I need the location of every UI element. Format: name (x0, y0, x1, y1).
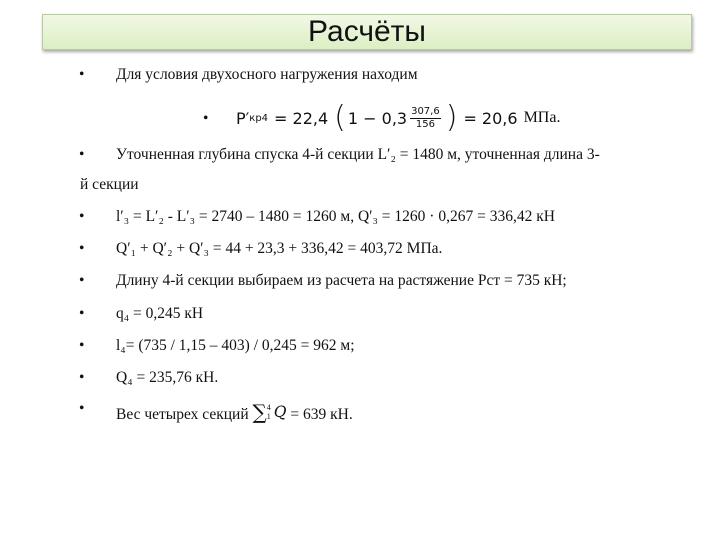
formula-result: = 20,6 (463, 108, 518, 128)
formula-lhs: P′ (236, 108, 250, 128)
sum-limits (267, 403, 271, 421)
item-text: l′₃ = L′₂ - L′₃ = 2740 – 1480 = 1260 м, Q′₃ = 1260 · 0,267 = 336,42 кН (116, 208, 555, 225)
bullet: • (79, 240, 85, 257)
item-text: Уточненная глубина спуска 4-й секции L′₂ = 1480 м, уточненная длина 3- (116, 146, 600, 163)
sum-upper: 4 (266, 403, 271, 412)
fraction-denominator: 156 (415, 118, 435, 130)
item-text-with-sum (116, 400, 353, 424)
sum-var: Q (273, 403, 287, 421)
left-paren: ( (334, 100, 346, 135)
formula (236, 102, 560, 134)
formula-lhs-sub: кр4 (249, 112, 269, 124)
item-text: Длину 4-й секции выбираем из расчета на растяжение Pст = 735 кН; (116, 272, 567, 289)
item-text: й секции (80, 176, 139, 193)
sum-after: = 639 кН. (290, 406, 353, 423)
item-text: Q′₁ + Q′₂ + Q′₃ = 44 + 23,3 + 336,42 = 403,72 МПа. (116, 240, 443, 257)
formula-one-minus: 1 − 0,3 (347, 108, 408, 128)
item-text: Для условия двухосного нагружения находим (116, 66, 418, 83)
title-bar (42, 14, 692, 50)
sum-lower: 1 (266, 412, 271, 421)
formula-eq1: = 22,4 (274, 108, 329, 128)
sum-symbol (253, 400, 287, 424)
bullet: • (79, 369, 85, 386)
bullet: • (79, 146, 85, 163)
bullet: • (79, 337, 85, 354)
item-text: Q₄ = 235,76 кН. (116, 369, 219, 386)
item-text: l₄= (735 / 1,15 – 403) / 0,245 = 962 м; (116, 337, 355, 354)
formula-unit: МПа. (523, 109, 561, 126)
sigma-glyph: ∑ (252, 400, 267, 424)
right-paren: ) (445, 100, 458, 135)
bullet: • (79, 272, 85, 289)
bullet: • (203, 110, 209, 127)
sum-before: Вес четырех секций (116, 406, 249, 423)
fraction-numerator: 307,6 (411, 105, 440, 117)
page-title: Расчёты (308, 15, 426, 48)
bullet: • (79, 66, 85, 83)
bullet: • (79, 400, 85, 417)
formula-fraction (410, 106, 441, 131)
item-text: q₄ = 0,245 кН (116, 305, 204, 322)
formula-item (0, 100, 720, 136)
bullet: • (79, 305, 85, 322)
bullet: • (79, 208, 85, 225)
